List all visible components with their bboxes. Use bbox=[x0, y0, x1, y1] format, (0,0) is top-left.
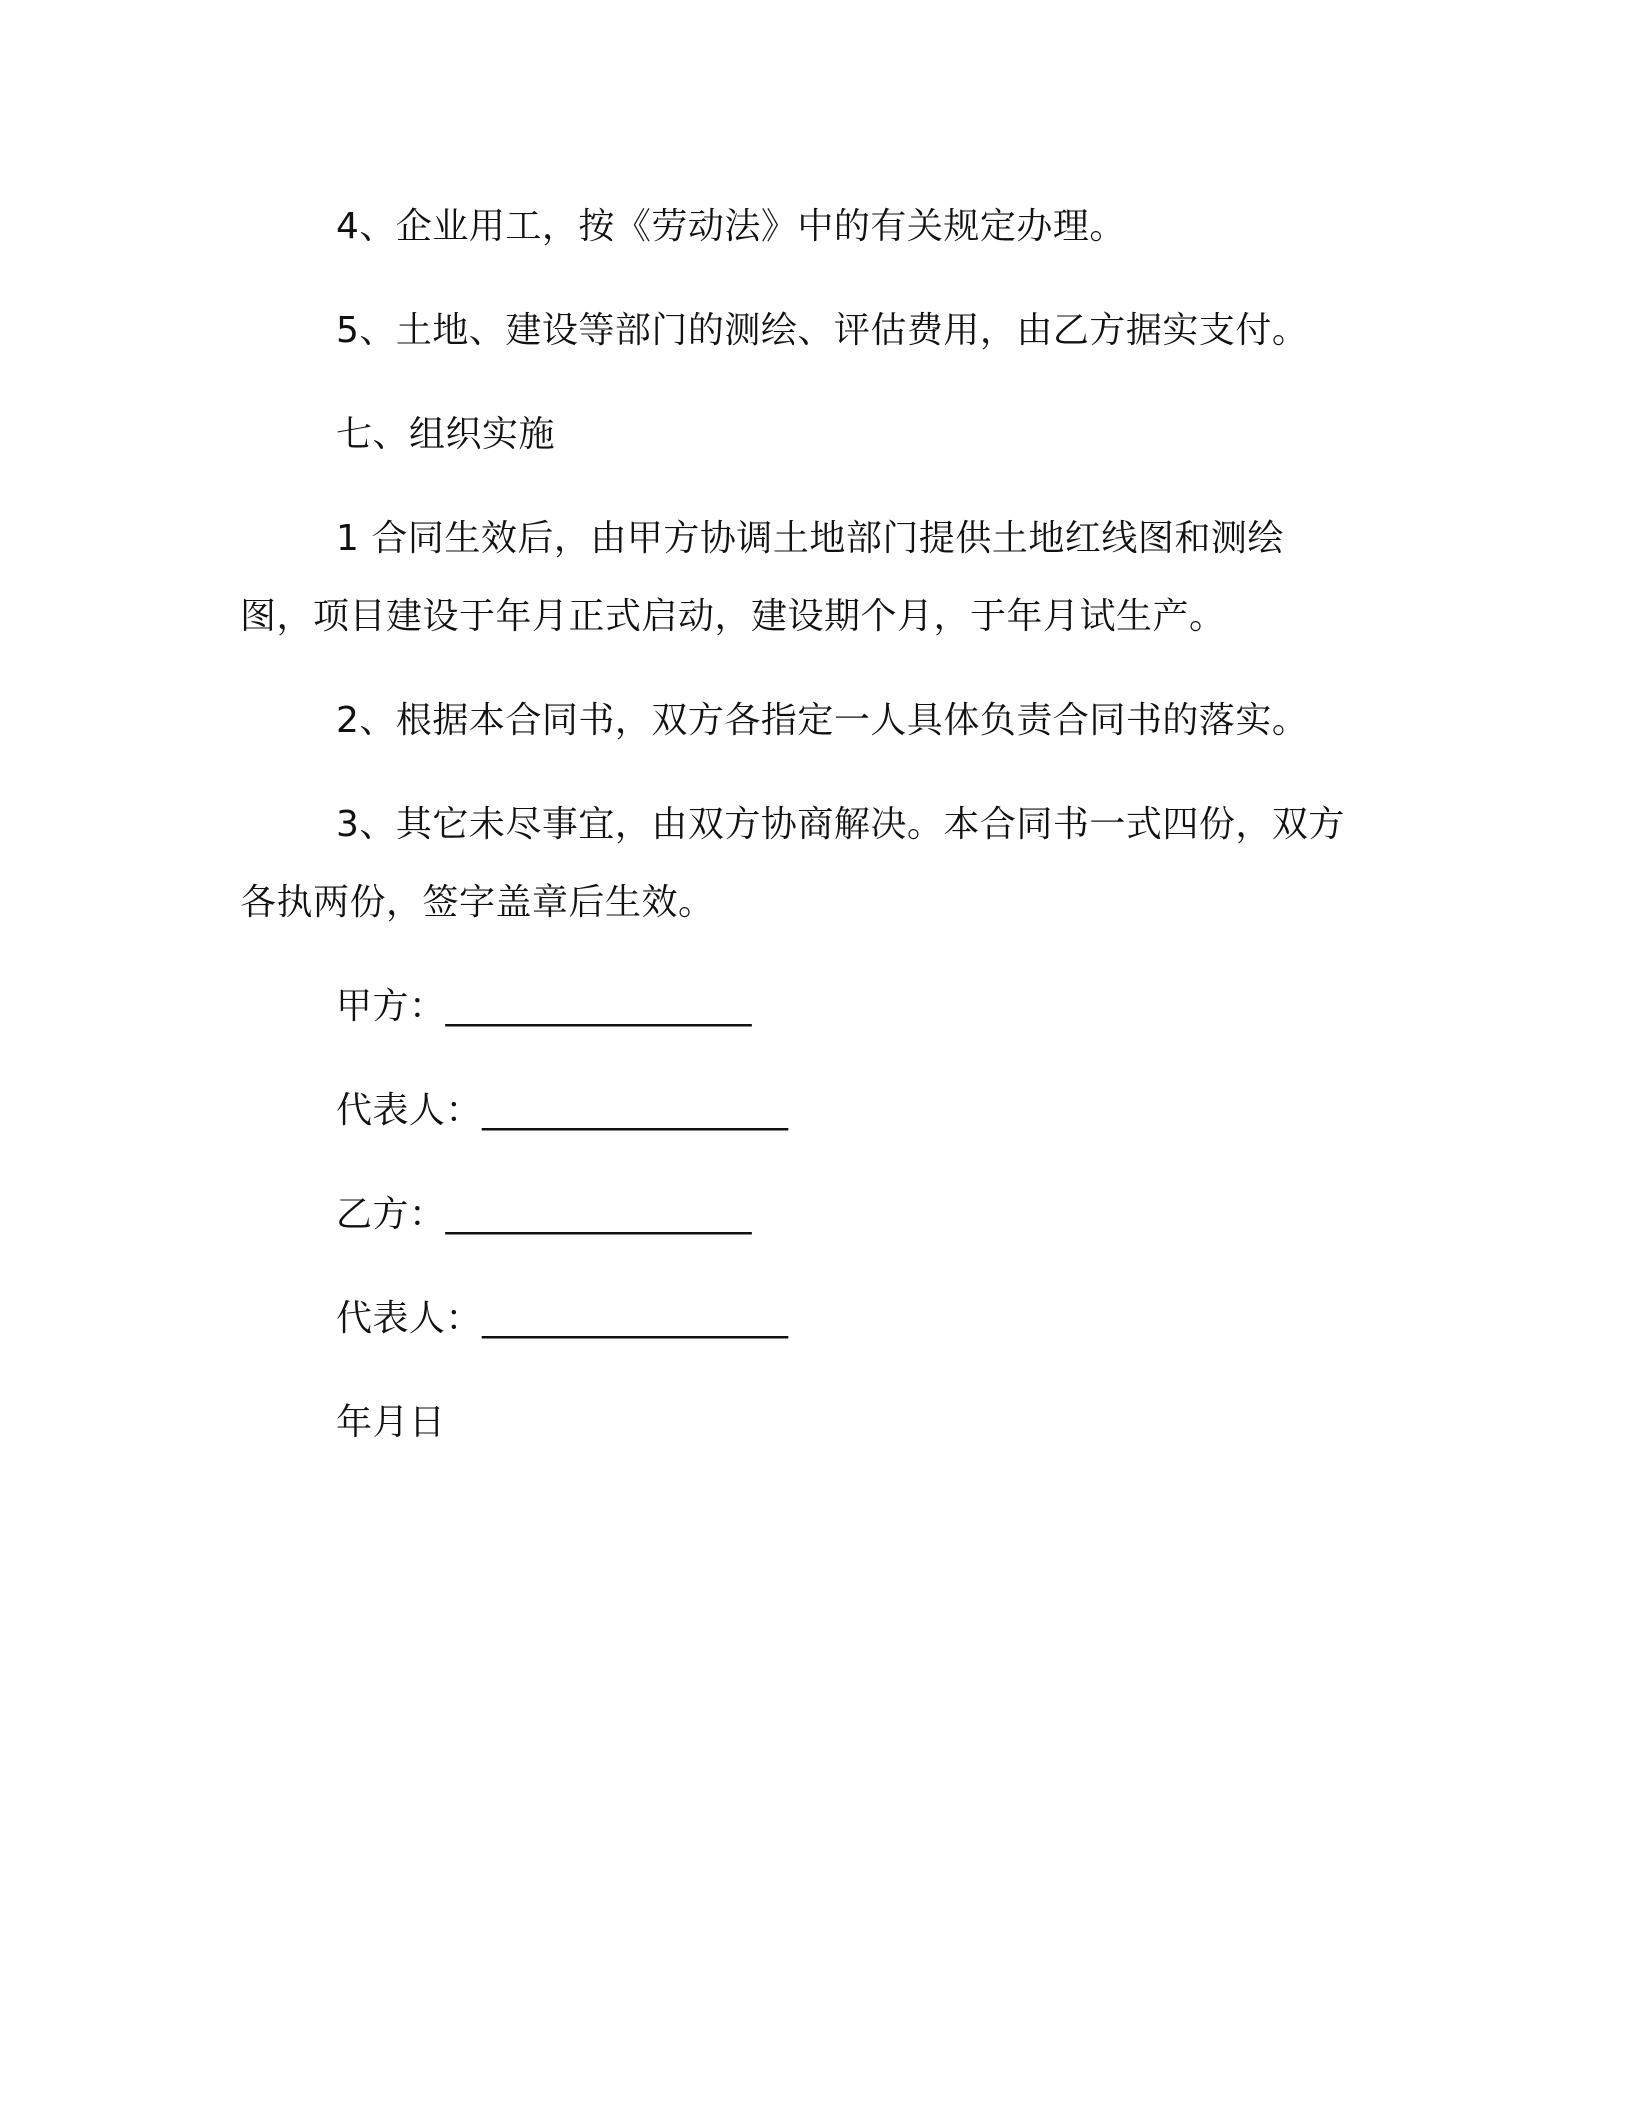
rep-b-label: 代表人： bbox=[336, 1298, 483, 1339]
rep-a-label: 代表人： bbox=[336, 1090, 483, 1131]
clause-4-labor: 4、企业用工，按《劳动法》中的有关规定办理。 bbox=[336, 206, 1126, 247]
clause-5-survey-fees: 5、土地、建设等部门的测绘、评估费用，由乙方据实支付。 bbox=[336, 310, 1309, 351]
rep-b-blank: _________________ bbox=[482, 1298, 789, 1339]
section-7-heading: 七、组织实施 bbox=[336, 414, 556, 455]
clause-2-responsible-person: 2、根据本合同书，双方各指定一人具体负责合同书的落实。 bbox=[336, 700, 1309, 741]
clause-1-effect: 1 合同生效后，由甲方协调土地部门提供土地红线图和测绘图，项目建设于年月正式启动，建设期个月，于年月试生产。 bbox=[240, 518, 1284, 637]
party-b-label: 乙方： bbox=[336, 1194, 446, 1235]
rep-a-signature-line bbox=[240, 1072, 1356, 1150]
party-a-blank: _________________ bbox=[445, 986, 752, 1027]
party-a-label: 甲方： bbox=[336, 986, 446, 1027]
rep-a-blank: _________________ bbox=[482, 1090, 789, 1131]
signature-date: 年月日 bbox=[336, 1402, 446, 1443]
party-b-blank: _________________ bbox=[445, 1194, 752, 1235]
rep-b-signature-line bbox=[240, 1280, 1356, 1358]
clause-3-other-matters: 3、其它未尽事宜，由双方协商解决。本合同书一式四份，双方各执两份，签字盖章后生效。 bbox=[240, 804, 1345, 923]
party-a-signature-line bbox=[240, 968, 1356, 1046]
party-b-signature-line bbox=[240, 1176, 1356, 1254]
document-body bbox=[240, 188, 1356, 1488]
